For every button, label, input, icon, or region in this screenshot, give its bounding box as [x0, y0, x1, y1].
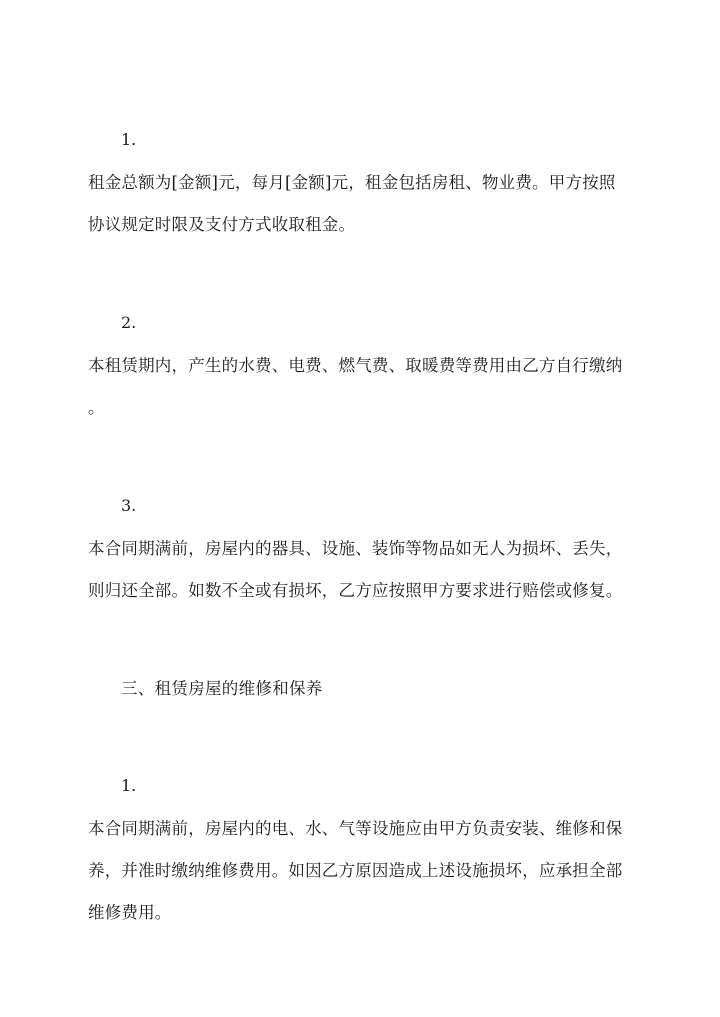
paragraph-line: 本合同期满前，房屋内的器具、设施、装饰等物品如无人为损坏、丢失， [88, 539, 623, 558]
paragraph-line: 本合同期满前，房屋内的电、水、气等设施应由甲方负责安装、维修和保 [88, 819, 623, 838]
paragraph-line: 租金总额为[金额]元，每月[金额]元，租金包括房租、物业费。甲方按照 [88, 173, 616, 192]
section-heading: 三、租赁房屋的维修和保养 [121, 679, 323, 698]
paragraph-line: 本租赁期内，产生的水费、电费、燃气费、取暖费等费用由乙方自行缴纳 [88, 356, 623, 375]
clause-number: 2. [121, 313, 137, 332]
paragraph-line: 维修费用。 [88, 903, 172, 922]
paragraph-line: 协议规定时限及支付方式收取租金。 [88, 215, 356, 234]
clause-number: 1. [121, 776, 137, 795]
clause-paragraph [88, 345, 636, 429]
clause-number: 1. [121, 130, 137, 149]
clause-paragraph [88, 808, 636, 934]
clause-paragraph [88, 528, 636, 612]
paragraph-line: 。 [88, 398, 105, 417]
paragraph-line: 养，并准时缴纳维修费用。如因乙方原因造成上述设施损坏，应承担全部 [88, 861, 623, 880]
paragraph-line: 则归还全部。如数不全或有损坏，乙方应按照甲方要求进行赔偿或修复。 [88, 581, 623, 600]
clause-paragraph [88, 162, 636, 246]
clause-number: 3. [121, 496, 137, 515]
